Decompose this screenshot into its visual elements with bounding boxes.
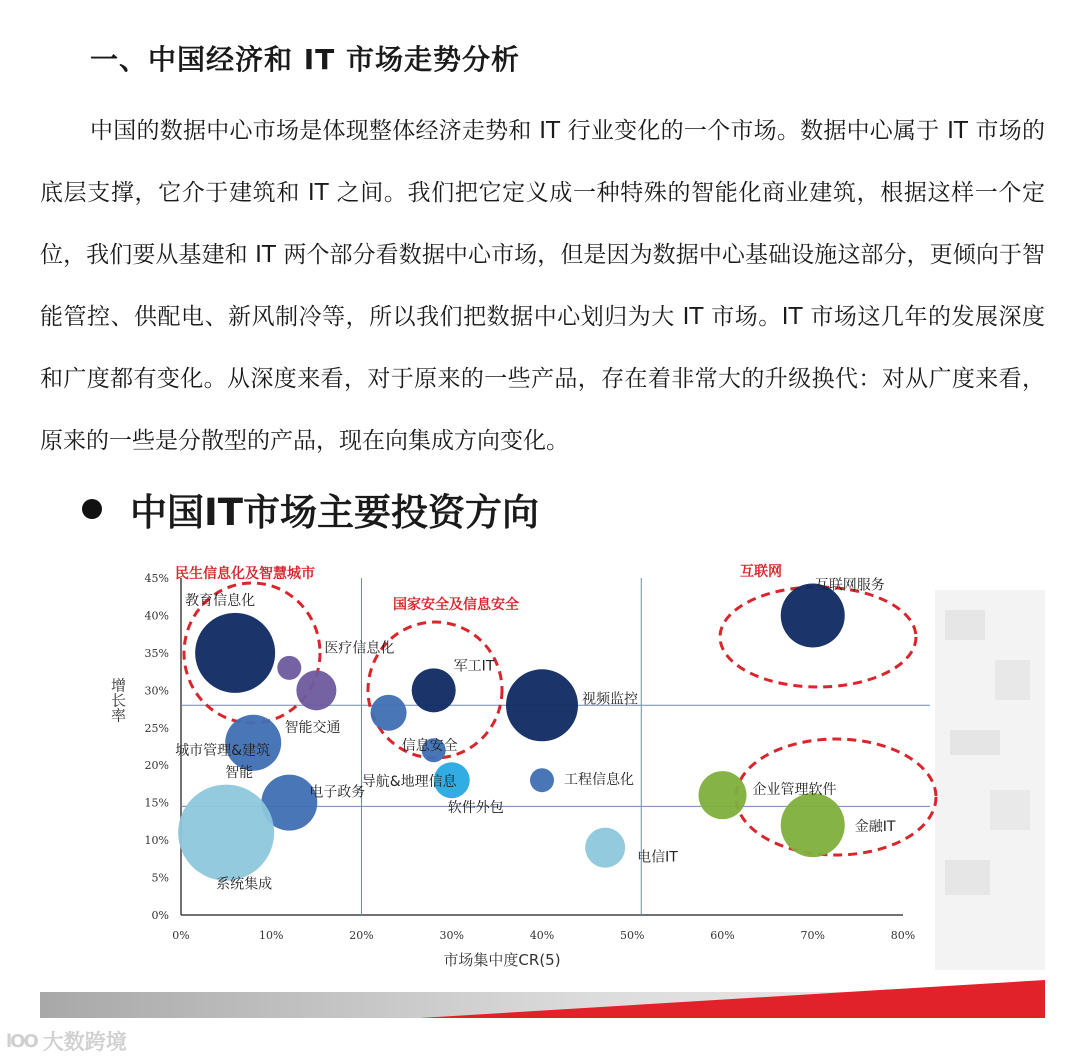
data-bubble bbox=[530, 768, 554, 792]
data-label: 智能交通 bbox=[284, 719, 341, 736]
y-tick-label: 35% bbox=[144, 646, 169, 660]
data-label: 电信IT bbox=[637, 849, 678, 866]
data-label: 视频监控 bbox=[582, 691, 638, 708]
x-tick-label: 0% bbox=[172, 929, 190, 942]
subheading-text: 中国IT市场主要投资方向 bbox=[130, 491, 540, 534]
bullet-icon bbox=[82, 499, 102, 519]
y-tick-label: 5% bbox=[151, 871, 169, 885]
data-label: 工程信息化 bbox=[564, 772, 634, 789]
logo bbox=[6, 1026, 127, 1056]
data-label: 教育信息化 bbox=[185, 592, 256, 609]
y-tick-label: 20% bbox=[144, 759, 169, 773]
y-tick-label: 30% bbox=[144, 684, 169, 698]
x-tick-label: 70% bbox=[800, 929, 825, 942]
x-tick-label: 80% bbox=[890, 929, 916, 942]
group-annotation-label: 国家安全及信息安全 bbox=[393, 597, 519, 613]
y-tick-label: 25% bbox=[144, 721, 169, 735]
data-label: 互联网服务 bbox=[814, 577, 885, 594]
y-tick-label: 15% bbox=[144, 796, 169, 810]
data-label: 信息安全 bbox=[401, 738, 458, 755]
data-label: 城市管理&建筑 bbox=[175, 742, 271, 759]
data-label: 电子政务 bbox=[309, 784, 366, 801]
data-label: 企业管理软件 bbox=[752, 782, 837, 799]
data-label: 系统集成 bbox=[216, 876, 273, 893]
y-tick-label: 45% bbox=[144, 572, 169, 585]
data-label: 导航&地理信息 bbox=[361, 774, 457, 791]
body-paragraph: 中国的数据中心市场是体现整体经济走势和 IT 行业变化的一个市场。数据中心属于 IT 市场的底层支撑，它介于建筑和 IT 之间。我们把它定义成一种特殊的智能化商业建筑，根据这样一个定位，我们要从基建和 IT 两个部分看数据中心市场，但是因为数据中心基础设施这部分，更倾向于智能管控、供配电、新风制冷等，所以我们把数据中心划归为大 IT 市场。IT 市场这几年的发展深度和广度都有变化。从深度来看，对于原来的一些产品，存在着非常大的升级换代：对从广度来看，原来的一些是分散型的产品，现在向集成方向变化。 bbox=[40, 118, 1045, 454]
chart-subheading bbox=[82, 482, 539, 536]
scatter-chart bbox=[0, 550, 1080, 970]
y-axis-label: 增长率 bbox=[109, 677, 127, 723]
group-annotation-label: 互联网 bbox=[740, 564, 782, 580]
data-label: 军工IT bbox=[453, 658, 495, 675]
data-label: 软件外包 bbox=[447, 800, 504, 817]
y-tick-label: 40% bbox=[144, 609, 169, 623]
data-bubble bbox=[506, 669, 578, 741]
data-bubble bbox=[195, 613, 275, 693]
footer-band bbox=[40, 980, 1045, 1020]
section-heading: 一、中国经济和 IT 市场走势分析 bbox=[90, 43, 521, 76]
data-label: 医疗信息化 bbox=[324, 640, 395, 657]
data-bubble bbox=[371, 695, 407, 731]
data-label: 金融IT bbox=[854, 819, 896, 836]
data-bubble bbox=[699, 771, 747, 819]
x-tick-label: 40% bbox=[529, 929, 555, 942]
x-tick-label: 50% bbox=[620, 929, 645, 942]
y-tick-label: 0% bbox=[151, 909, 169, 922]
data-bubble bbox=[412, 668, 456, 712]
data-bubble bbox=[178, 785, 274, 881]
data-bubble bbox=[296, 670, 336, 710]
data-bubble bbox=[781, 793, 845, 857]
logo-mark: lOO bbox=[6, 1030, 37, 1052]
x-tick-label: 20% bbox=[349, 929, 374, 942]
x-tick-label: 60% bbox=[710, 929, 735, 942]
group-annotation-label: 民生信息化及智慧城市 bbox=[175, 566, 315, 582]
data-bubble bbox=[277, 656, 301, 680]
x-tick-label: 30% bbox=[439, 929, 464, 942]
logo-text: 大数跨境 bbox=[42, 1030, 127, 1054]
y-tick-label: 10% bbox=[144, 834, 169, 848]
x-axis-label: 市场集中度CR(5) bbox=[443, 951, 561, 969]
data-bubble bbox=[585, 828, 625, 868]
x-tick-label: 10% bbox=[259, 929, 284, 942]
data-label: 智能 bbox=[225, 764, 254, 781]
